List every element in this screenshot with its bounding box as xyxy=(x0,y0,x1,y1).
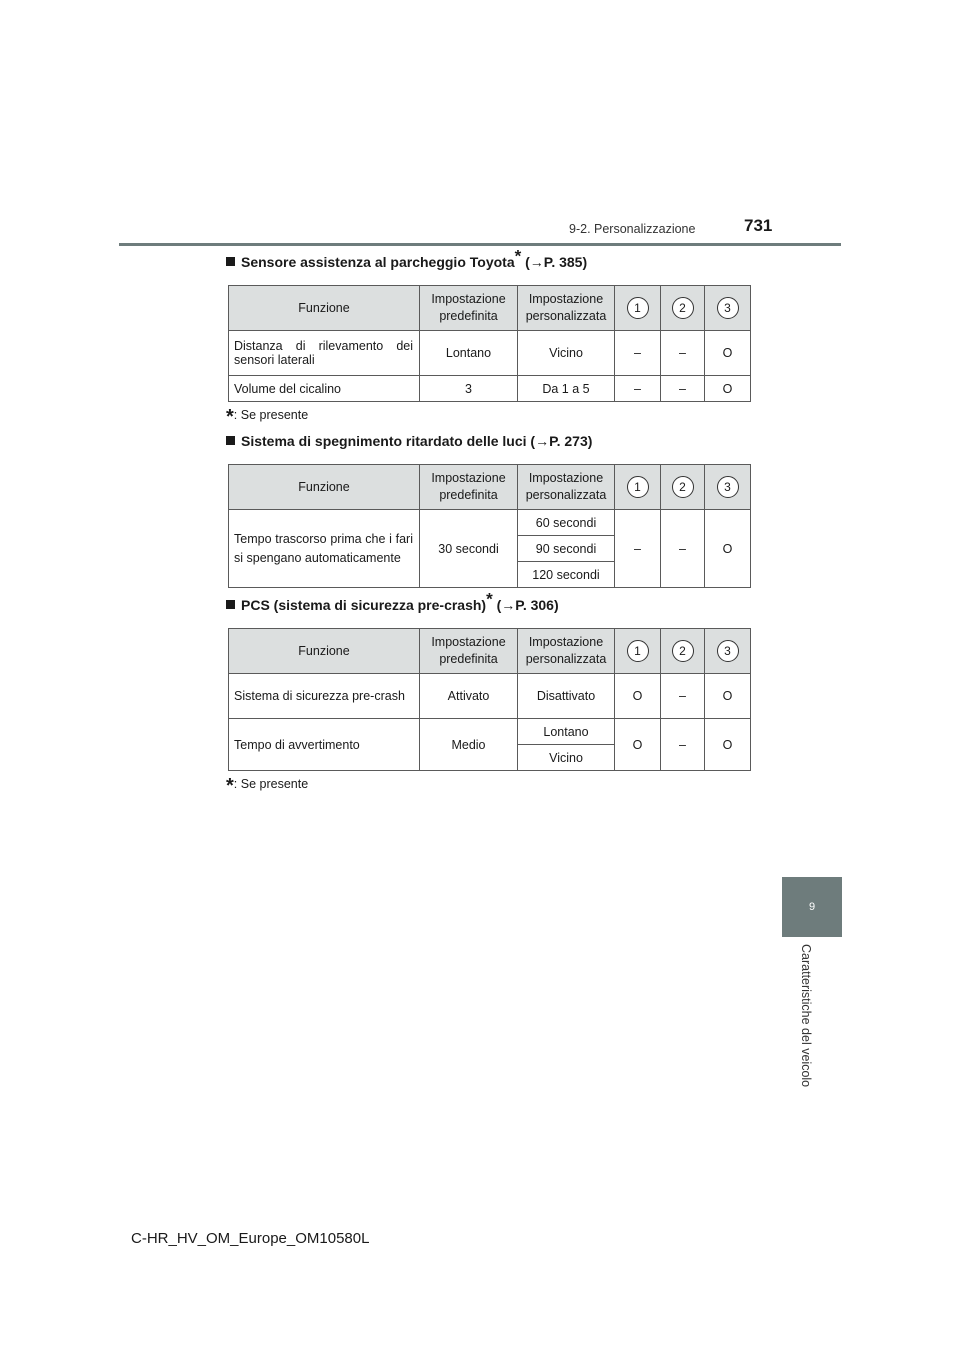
cell-custom: Vicino xyxy=(518,745,615,771)
header-col1 xyxy=(615,465,661,510)
table-row xyxy=(229,331,751,376)
cell-col1: – xyxy=(615,510,661,588)
section-heading-title: PCS (sistema di sicurezza pre-crash) xyxy=(241,597,487,613)
footnote xyxy=(226,775,308,798)
header-function: Funzione xyxy=(229,465,420,510)
header-custom: Impostazione personalizzata xyxy=(518,286,615,331)
section-title: 9-2. Personalizzazione xyxy=(569,222,696,236)
header-col1 xyxy=(615,286,661,331)
cell-col3: O xyxy=(705,376,751,402)
cell-col1: O xyxy=(615,674,661,719)
section-heading-ref: (→P. 306) xyxy=(492,597,559,613)
section-heading-pcs xyxy=(226,589,559,613)
square-bullet-icon xyxy=(226,436,235,445)
section-heading-parking-sensor xyxy=(226,246,588,270)
footnote xyxy=(226,406,308,429)
cell-col3: O xyxy=(705,674,751,719)
cell-col1: – xyxy=(615,376,661,402)
cell-function: Volume del cicalino xyxy=(229,376,420,402)
circled-3-icon: 3 xyxy=(717,297,739,319)
cell-default: 3 xyxy=(420,376,518,402)
circled-3-icon: 3 xyxy=(717,640,739,662)
cell-col1: – xyxy=(615,331,661,376)
header-col3 xyxy=(705,465,751,510)
cell-col2: – xyxy=(661,719,705,771)
square-bullet-icon xyxy=(226,257,235,266)
cell-custom: 60 secondi xyxy=(518,510,615,536)
cell-function: Sistema di sicurezza pre-crash xyxy=(229,674,420,719)
header-custom: Impostazione personalizzata xyxy=(518,465,615,510)
circled-2-icon: 2 xyxy=(672,640,694,662)
cell-default: 30 secondi xyxy=(420,510,518,588)
header-default: Impostazione predefinita xyxy=(420,465,518,510)
cell-custom: Vicino xyxy=(518,331,615,376)
cell-default: Medio xyxy=(420,719,518,771)
section-heading-ref: (→P. 385) xyxy=(521,254,588,270)
header-function: Funzione xyxy=(229,629,420,674)
document-code: C-HR_HV_OM_Europe_OM10580L xyxy=(131,1230,370,1247)
header-col2 xyxy=(661,286,705,331)
cell-custom: Da 1 a 5 xyxy=(518,376,615,402)
table-row xyxy=(229,510,751,536)
cell-default: Lontano xyxy=(420,331,518,376)
header-custom: Impostazione personalizzata xyxy=(518,629,615,674)
table-header-row xyxy=(229,465,751,510)
header-col3 xyxy=(705,286,751,331)
cell-col2: – xyxy=(661,376,705,402)
section-heading-star: * xyxy=(486,589,493,609)
cell-custom: Lontano xyxy=(518,719,615,745)
section-heading-light-off xyxy=(226,433,592,449)
cell-custom: 120 secondi xyxy=(518,562,615,588)
chapter-label-text: Caratteristiche del veicolo xyxy=(799,944,813,1088)
section-heading-title: Sistema di spegnimento ritardato delle luci xyxy=(241,433,527,449)
cell-col2: – xyxy=(661,674,705,719)
cell-col1: O xyxy=(615,719,661,771)
chapter-tab xyxy=(782,877,842,937)
footnote-star: * xyxy=(226,775,234,797)
circled-2-icon: 2 xyxy=(672,476,694,498)
table-header-row xyxy=(229,286,751,331)
cell-function: Tempo trascorso prima che i fari si spengano automaticamente xyxy=(229,510,420,588)
cell-default: Attivato xyxy=(420,674,518,719)
section-heading-star: * xyxy=(514,246,522,266)
circled-1-icon: 1 xyxy=(627,476,649,498)
footnote-text: : Se presente xyxy=(233,777,309,791)
table-header-row xyxy=(229,629,751,674)
circled-1-icon: 1 xyxy=(627,297,649,319)
chapter-label xyxy=(796,944,816,1094)
cell-col2: – xyxy=(661,510,705,588)
header-default: Impostazione predefinita xyxy=(420,629,518,674)
cell-custom: Disattivato xyxy=(518,674,615,719)
cell-col2: – xyxy=(661,331,705,376)
cell-col3: O xyxy=(705,331,751,376)
table-row xyxy=(229,674,751,719)
header-col2 xyxy=(661,629,705,674)
cell-col3: O xyxy=(705,719,751,771)
header-col2 xyxy=(661,465,705,510)
circled-3-icon: 3 xyxy=(717,476,739,498)
header-function: Funzione xyxy=(229,286,420,331)
footnote-star: * xyxy=(226,406,234,428)
chapter-number: 9 xyxy=(808,901,816,913)
header-col1 xyxy=(615,629,661,674)
circled-1-icon: 1 xyxy=(627,640,649,662)
section-heading-ref: (→P. 273) xyxy=(526,433,593,449)
table-row xyxy=(229,719,751,745)
table-row xyxy=(229,376,751,402)
square-bullet-icon xyxy=(226,600,235,609)
header-col3 xyxy=(705,629,751,674)
settings-table-parking-sensor xyxy=(228,285,751,402)
cell-custom: 90 secondi xyxy=(518,536,615,562)
header-rule xyxy=(119,243,841,246)
cell-function: Distanza di rilevamento dei sensori laterali xyxy=(229,331,420,376)
cell-function: Tempo di avvertimento xyxy=(229,719,420,771)
settings-table-pcs xyxy=(228,628,751,771)
footnote-text: : Se presente xyxy=(233,408,309,422)
header-default: Impostazione predefinita xyxy=(420,286,518,331)
page-number: 731 xyxy=(744,216,773,235)
settings-table-light-off xyxy=(228,464,751,588)
section-heading-title: Sensore assistenza al parcheggio Toyota xyxy=(241,254,515,270)
cell-col3: O xyxy=(705,510,751,588)
circled-2-icon: 2 xyxy=(672,297,694,319)
